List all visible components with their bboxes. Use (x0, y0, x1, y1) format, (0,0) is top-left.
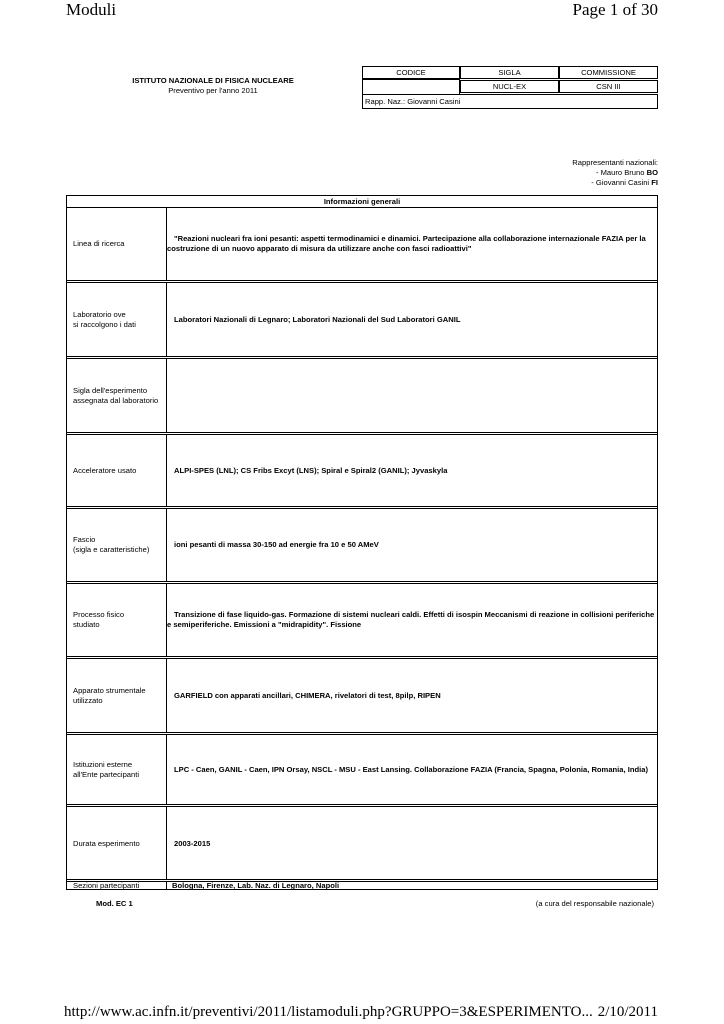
sigla-header: SIGLA (460, 66, 559, 79)
responsibility-note: (a cura del responsabile nazionale) (535, 899, 654, 908)
sigla-value: NUCL-EX (460, 80, 559, 93)
page-url: http://www.ac.infn.it/preventivi/2011/listamoduli.php?GRUPPO=3&ESPERIMENTO... (64, 1004, 593, 1020)
table-row (67, 584, 657, 656)
institute-subtitle: Preventivo per l'anno 2011 (168, 86, 258, 95)
table-row (67, 735, 657, 804)
codice-header: CODICE (362, 66, 460, 79)
row-label: Laboratorio ove si raccolgono i dati (67, 283, 167, 356)
row-value: "Reazioni nucleari fra ioni pesanti: aspetti termodinamici e dinamici. Partecipazione alla collaborazione internazionale FAZIA per la costruzione di un nuovo apparato di misura da utilizzare anche con fasci radioattivi" (167, 233, 646, 253)
table-row (67, 283, 657, 356)
print-date: 2/10/2011 (597, 1004, 658, 1020)
institute-name: ISTITUTO NAZIONALE DI FISICA NUCLEARE (132, 76, 294, 85)
row-value: ioni pesanti di massa 30-150 ad energie fra 10 e 50 AMeV (174, 540, 379, 549)
row-label: Sezioni partecipanti (67, 882, 167, 890)
commissione-value: CSN III (559, 80, 658, 93)
browser-page-title: Moduli (66, 0, 117, 19)
reps-title: Rappresentanti nazionali: (572, 158, 658, 167)
row-label: Acceleratore usato (67, 435, 167, 506)
table-row (67, 359, 657, 432)
commissione-header: COMMISSIONE (559, 66, 658, 79)
row-label: Durata esperimento (67, 807, 167, 880)
module-code: Mod. EC 1 (96, 899, 133, 908)
codice-value (362, 79, 460, 94)
row-label: Apparato strumentale utilizzato (67, 659, 167, 732)
institute-block (100, 76, 326, 96)
row-label: Sigla dell'esperimento assegnata dal laboratorio (67, 359, 167, 432)
row-value: 2003-2015 (174, 838, 211, 848)
representatives (572, 158, 658, 188)
table-row (67, 882, 657, 890)
table-row (67, 435, 657, 506)
rapp-naz: Rapp. Naz.: Giovanni Casini (362, 94, 658, 109)
row-label: Linea di ricerca (67, 207, 167, 280)
table-title: Informazioni generali (67, 196, 657, 208)
row-value: Laboratori Nazionali di Legnaro; Laboratori Nazionali del Sud Laboratori GANIL (174, 314, 461, 324)
table-row (67, 659, 657, 732)
row-value: ALPI-SPES (LNL); CS Fribs Excyt (LNS); Spiral e Spiral2 (GANIL); Jyvaskyla (174, 465, 448, 475)
row-value: Transizione di fase liquido-gas. Formazione di sistemi nucleari caldi. Effetti di isospin Meccanismi di reazione in collisioni periferiche e semiperiferiche. Emissioni a "midrapidity". Fissione (167, 610, 655, 629)
row-label: Processo fisico studiato (67, 584, 167, 656)
row-value: GARFIELD con apparati ancillari, CHIMERA, rivelatori di test, 8pilp, RIPEN (174, 690, 441, 700)
general-info-table (66, 195, 658, 890)
row-value: Bologna, Firenze, Lab. Naz. di Legnaro, Napoli (172, 881, 340, 890)
row-value: LPC - Caen, GANIL - Caen, IPN Orsay, NSCL - MSU - East Lansing. Collaborazione FAZIA (Francia, Spagna, Polonia, Romania, India) (174, 764, 648, 774)
table-row (67, 509, 657, 581)
row-label: Fascio (sigla e caratteristiche) (67, 509, 167, 581)
rep-item: - Mauro Bruno BO (595, 168, 658, 177)
table-row (67, 807, 657, 880)
row-label: Istituzioni esterne all'Ente partecipanti (67, 735, 167, 804)
rep-item: - Giovanni Casini FI (591, 178, 658, 187)
page-number: Page 1 of 30 (572, 0, 658, 19)
table-row (67, 207, 657, 280)
